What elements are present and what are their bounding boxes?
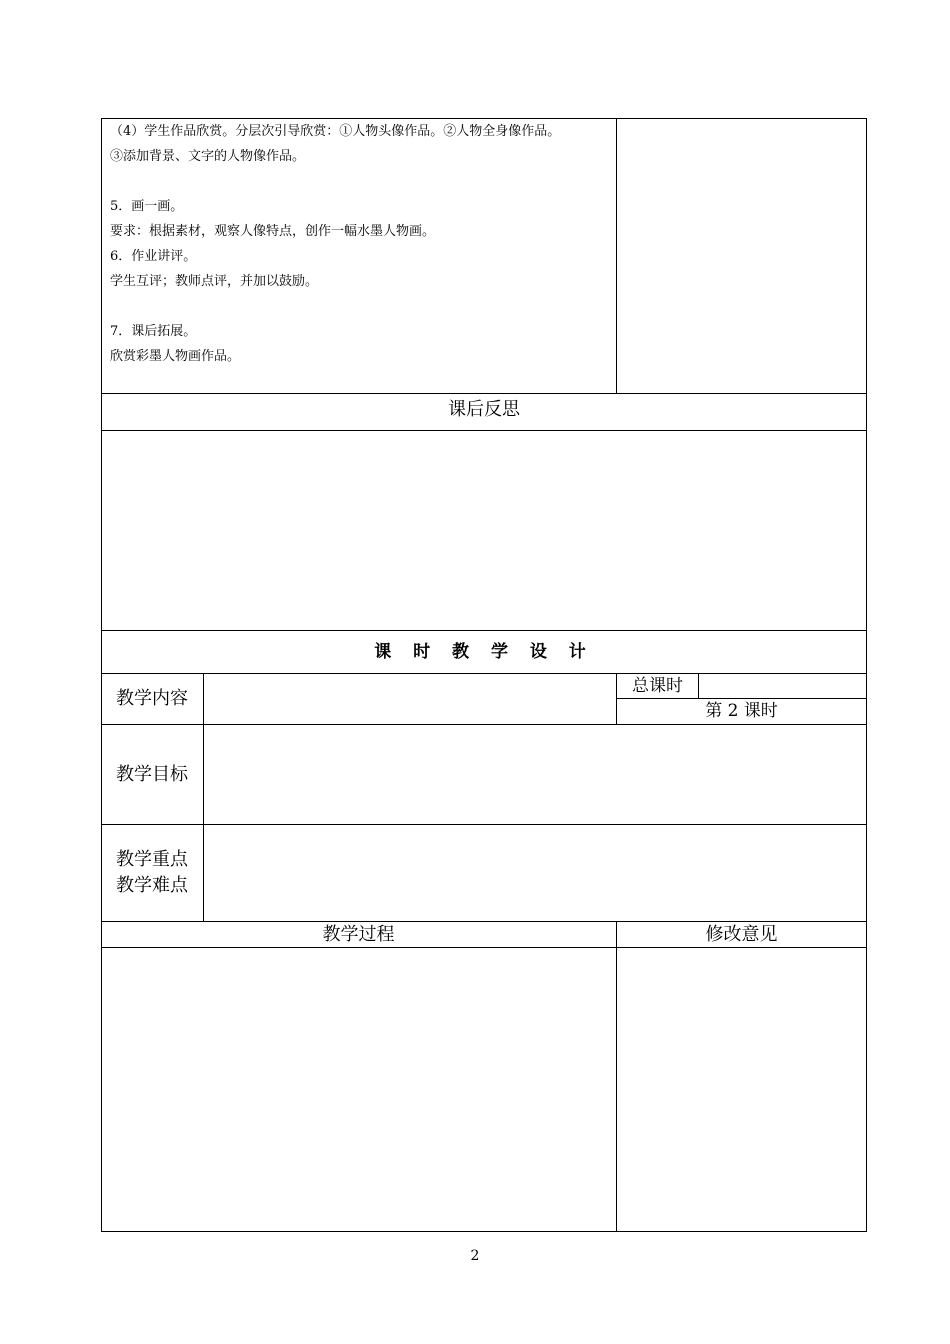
teaching-content-label: 教学内容 bbox=[116, 688, 188, 709]
teaching-goals-field[interactable] bbox=[204, 725, 866, 824]
process-line bbox=[110, 294, 610, 319]
table-border-bottom bbox=[101, 1231, 867, 1232]
page-number: 2 bbox=[470, 1248, 480, 1264]
total-hours-field[interactable] bbox=[699, 674, 866, 698]
process-line: 学生互评；教师点评，并加以鼓励。 bbox=[110, 274, 319, 289]
process-line: （4）学生作品欣赏。分层次引导欣赏：①人物头像作品。②人物全身像作品。 bbox=[110, 124, 561, 139]
lesson-plan-table bbox=[101, 118, 867, 1232]
key-difficult-points-label bbox=[101, 847, 203, 899]
teaching-process-heading: 教学过程 bbox=[322, 924, 395, 945]
revision-heading: 修改意见 bbox=[705, 924, 778, 945]
teaching-goals-label: 教学目标 bbox=[116, 764, 188, 785]
process-line bbox=[110, 169, 610, 194]
process-line: 7．课后拓展。 bbox=[110, 324, 197, 339]
previous-process-text bbox=[110, 119, 610, 389]
rule-after-process bbox=[101, 393, 867, 394]
reflection-body[interactable] bbox=[102, 431, 866, 630]
teaching-process-field[interactable] bbox=[102, 948, 616, 1231]
lesson-number: 第 2 课时 bbox=[705, 701, 778, 721]
key-point-label: 教学重点 bbox=[116, 849, 188, 870]
process-line: 要求：根据素材，观察人像特点，创作一幅水墨人物画。 bbox=[110, 224, 436, 239]
teaching-content-field[interactable] bbox=[204, 674, 616, 724]
process-line: 欣赏彩墨人物画作品。 bbox=[110, 349, 241, 364]
process-line: 5．画一画。 bbox=[110, 199, 184, 214]
total-hours-label: 总课时 bbox=[632, 676, 683, 696]
difficult-point-label: 教学难点 bbox=[116, 875, 188, 896]
reflection-heading: 课后反思 bbox=[448, 399, 520, 420]
lesson-design-title: 课 时 教 学 设 计 bbox=[374, 642, 594, 662]
process-line: ③添加背景、文字的人物像作品。 bbox=[110, 149, 306, 164]
key-difficult-points-field[interactable] bbox=[204, 825, 866, 921]
revision-field[interactable] bbox=[617, 948, 866, 1231]
table-border-right bbox=[866, 118, 867, 1232]
rule-process-divider-top bbox=[616, 118, 617, 393]
process-line: 6．作业讲评。 bbox=[110, 249, 197, 264]
